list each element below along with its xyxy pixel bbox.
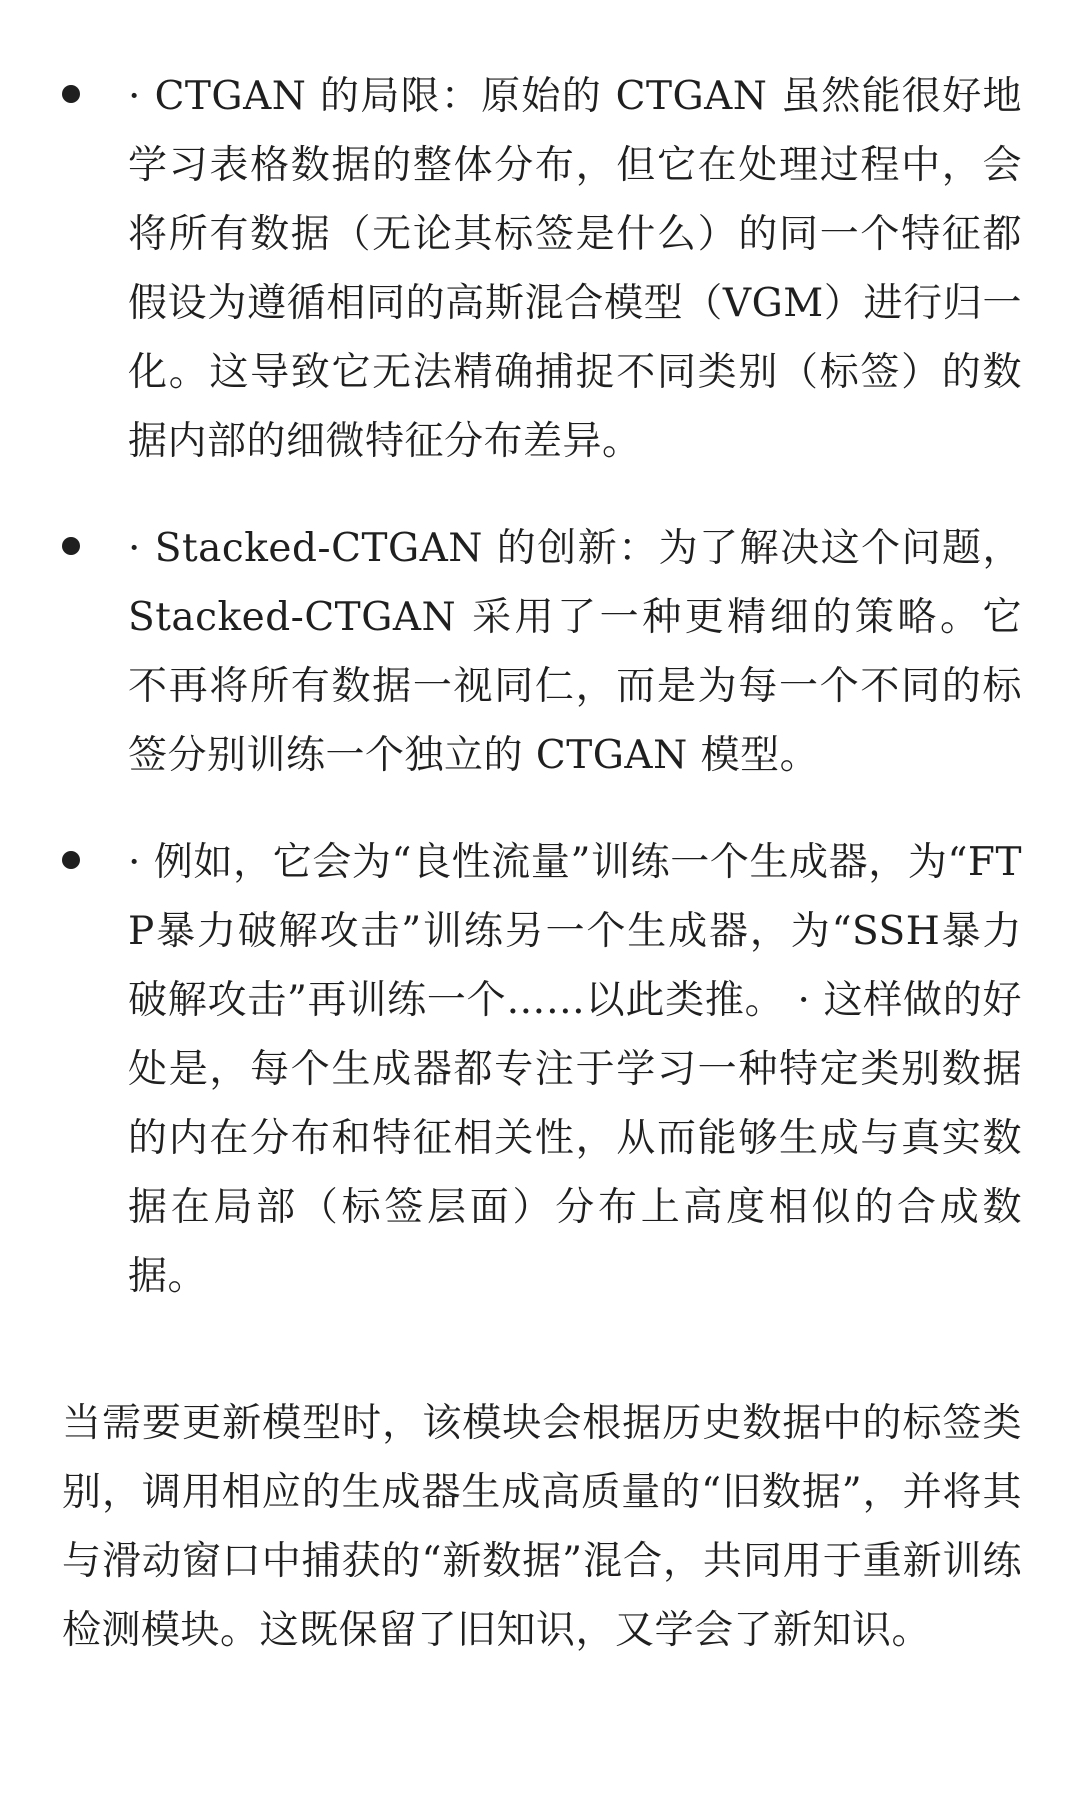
list-item <box>62 62 1022 476</box>
bullet-text-example: · 例如，它会为“良性流量”训练一个生成器，为“FTP暴力破解攻击”训练另一个生成器，为“SSH暴力破解攻击”再训练一个……以此类推。 · 这样做的好处是，每个生成器都专注于学习一种特定类别数据的内在分布和特征相关性，从而能够生成与真实数据在局部（标签层面）分布上高度相似的合成数据。 <box>128 840 1022 1299</box>
bullet-icon <box>62 85 80 103</box>
bullet-list <box>62 62 1022 1311</box>
bullet-icon <box>62 851 80 869</box>
bullet-text-ctgan-limitation: · CTGAN 的局限：原始的 CTGAN 虽然能很好地学习表格数据的整体分布，但它在处理过程中，会将所有数据（无论其标签是什么）的同一个特征都假设为遵循相同的高斯混合模型（VGM）进行归一化。这导致它无法精确捕捉不同类别（标签）的数据内部的细微特征分布差异。 <box>128 74 1022 464</box>
closing-paragraph: 当需要更新模型时，该模块会根据历史数据中的标签类别，调用相应的生成器生成高质量的“旧数据”，并将其与滑动窗口中捕获的“新数据”混合，共同用于重新训练检测模块。这既保留了旧知识，又学会了新知识。 <box>62 1401 1022 1653</box>
list-item <box>62 828 1022 1311</box>
bullet-icon <box>62 537 80 555</box>
bullet-text-stacked-ctgan-innovation: · Stacked-CTGAN 的创新：为了解决这个问题，Stacked-CTGAN 采用了一种更精细的策略。它不再将所有数据一视同仁，而是为每一个不同的标签分别训练一个独立的 CTGAN 模型。 <box>128 526 1022 778</box>
list-item <box>62 514 1022 790</box>
article-content <box>62 62 1022 1704</box>
